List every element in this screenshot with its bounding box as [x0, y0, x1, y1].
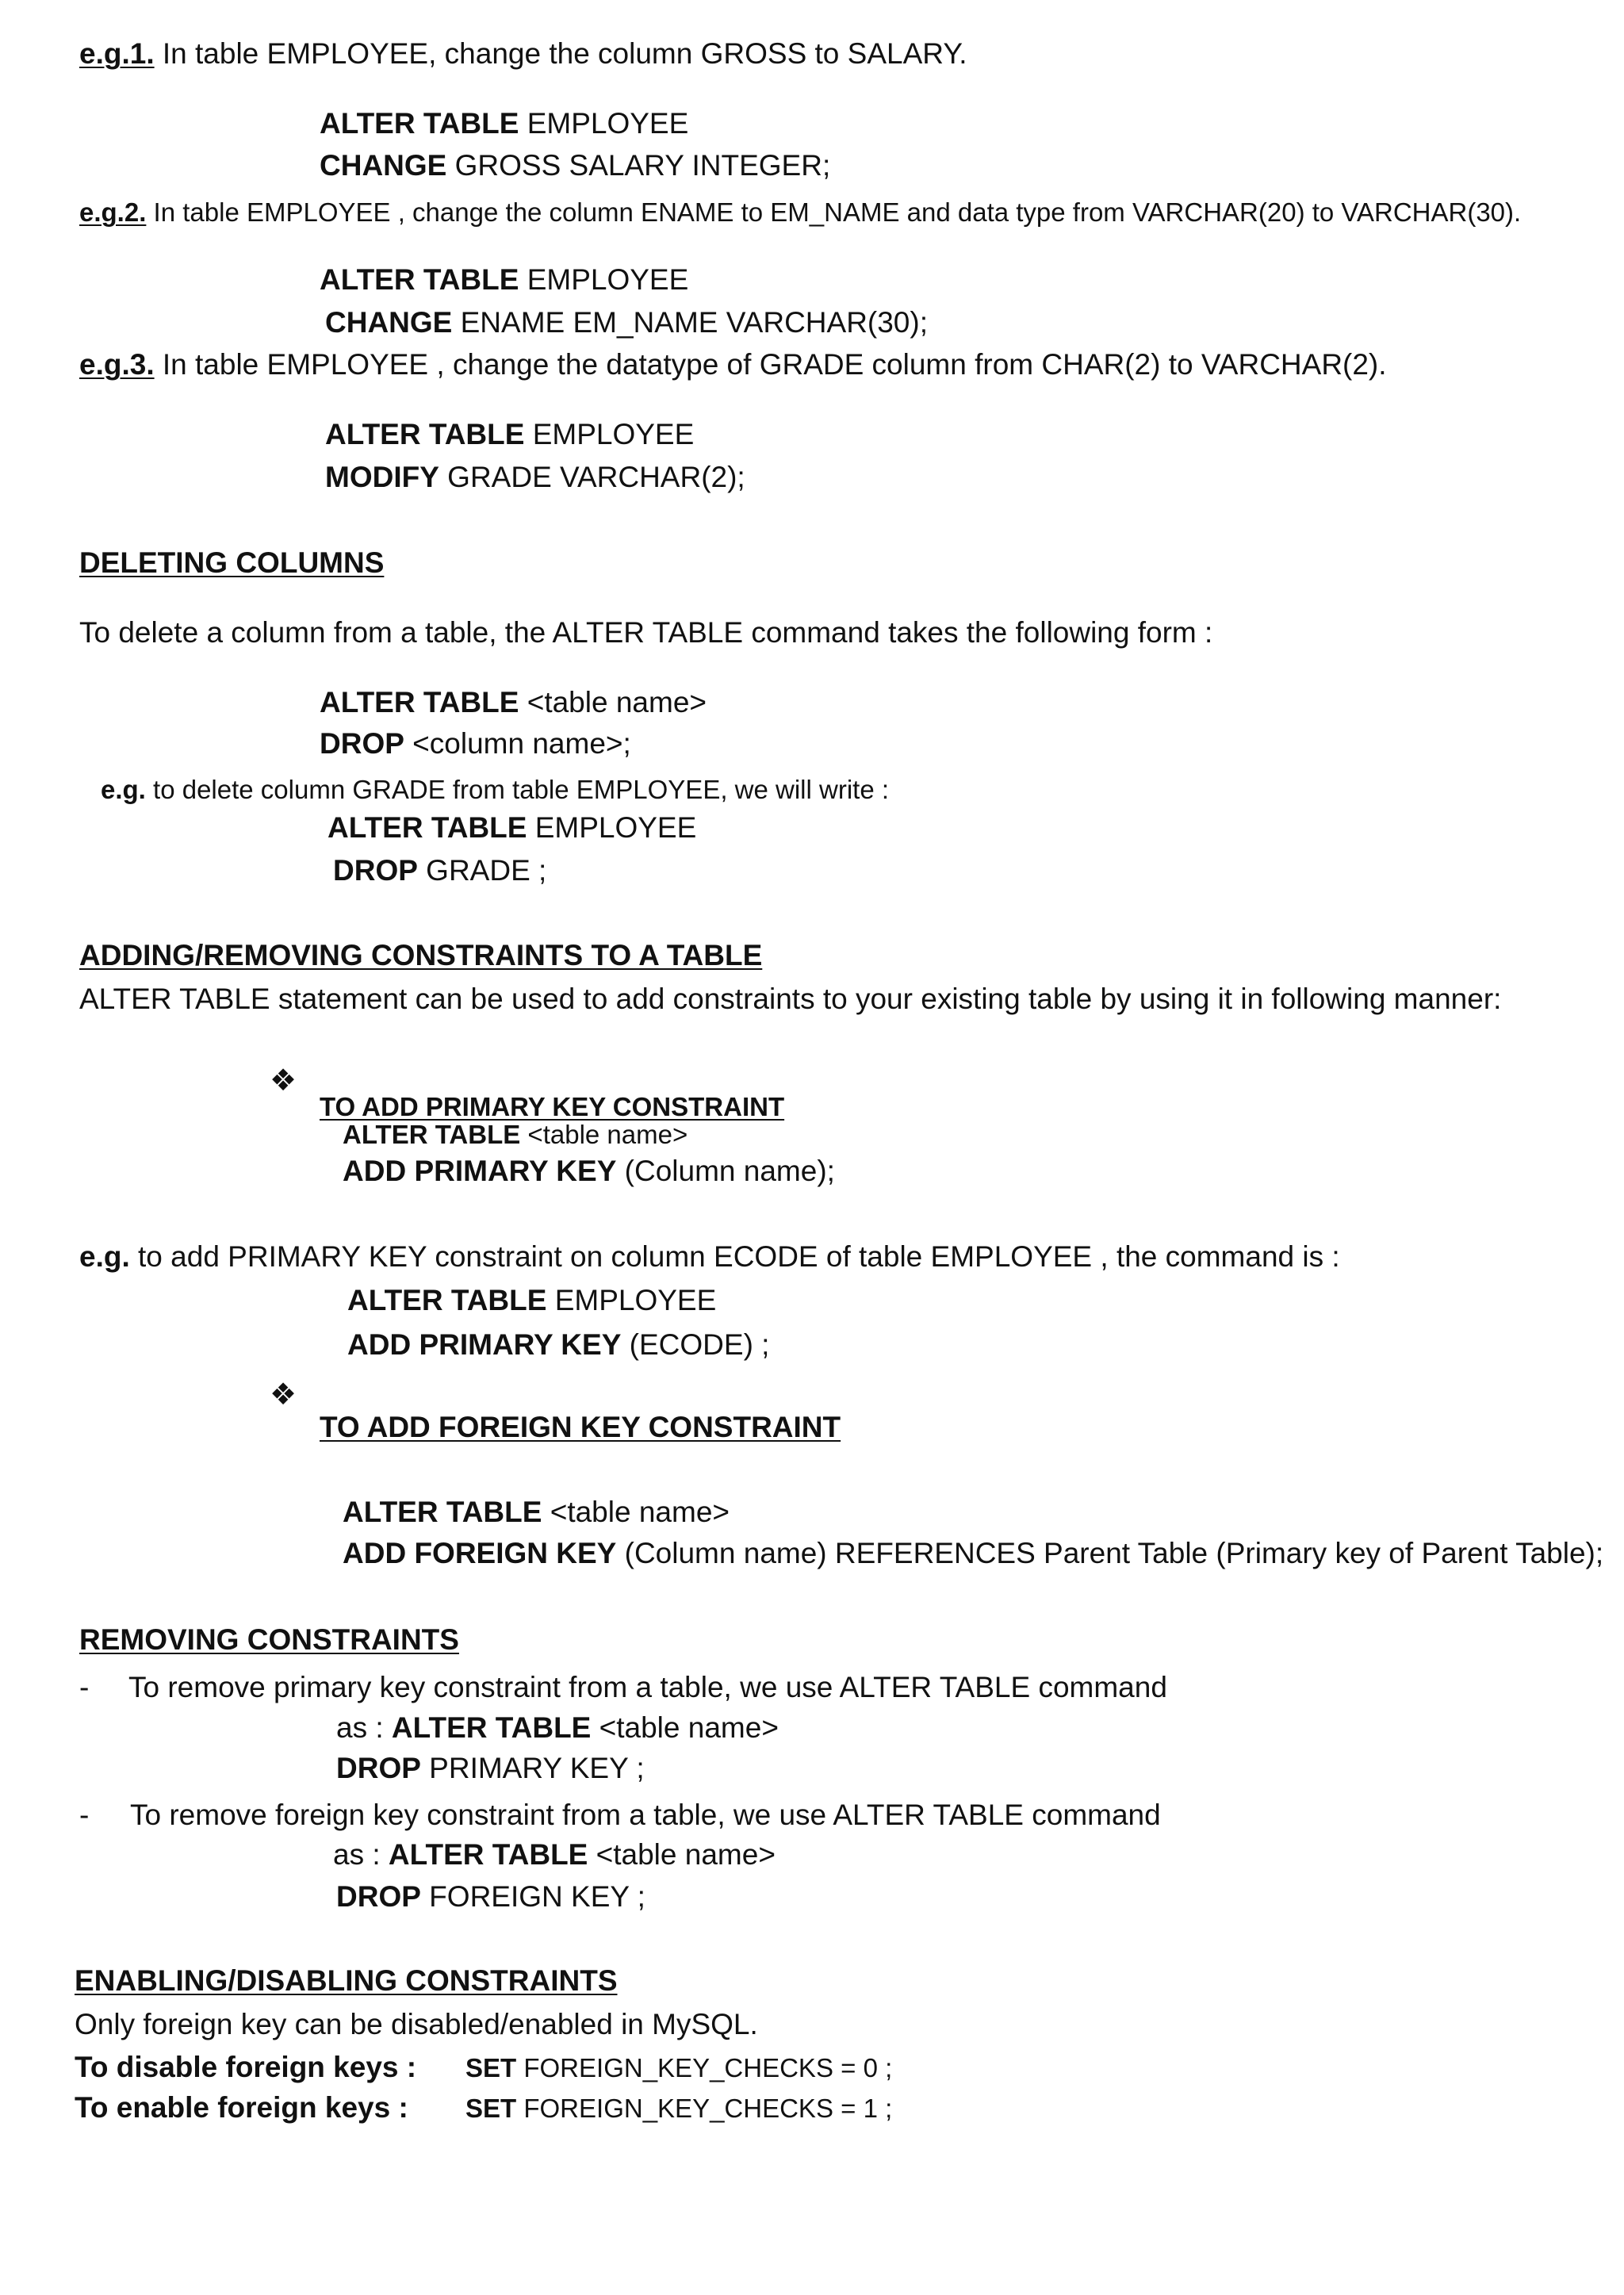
deleting-example-line1	[327, 812, 696, 845]
heading-text: ENABLING/DISABLING CONSTRAINTS	[75, 1964, 618, 1997]
label-text: To disable foreign keys :	[75, 2051, 417, 2083]
keyword: DROP	[320, 727, 404, 760]
keyword: ADD FOREIGN KEY	[343, 1537, 617, 1569]
remove-fk-dash: -	[79, 1799, 90, 1831]
keyword: DROP	[333, 854, 418, 887]
eg2-line	[79, 198, 1521, 227]
keyword: ALTER TABLE	[391, 1711, 592, 1744]
code-text: <table name>	[588, 1838, 776, 1871]
keyword: ALTER TABLE	[343, 1496, 542, 1528]
code-text: <table name>	[591, 1711, 779, 1744]
eg1-label: e.g.1.	[79, 37, 155, 70]
remove-fk-text: To remove foreign key constraint from a table, we use ALTER TABLE command	[130, 1799, 1161, 1831]
section-heading-constraints	[79, 940, 762, 972]
code-text: EMPLOYEE	[524, 418, 695, 450]
code-text: <table name>	[520, 1120, 688, 1149]
keyword: DROP	[336, 1752, 421, 1784]
code-text: <table name>	[519, 686, 707, 718]
pk-example-line1	[347, 1285, 716, 1317]
code-text: EMPLOYEE	[527, 811, 697, 844]
remove-fk-line2	[336, 1881, 645, 1914]
eg3-label: e.g.3.	[79, 348, 155, 381]
code-text: FOREIGN KEY ;	[420, 1880, 645, 1913]
code-text: GRADE VARCHAR(2);	[439, 461, 745, 493]
remove-pk-line2	[336, 1753, 645, 1785]
eg1-code-line1	[320, 108, 688, 140]
diamond-bullet-icon: ❖	[270, 1063, 297, 1098]
keyword: CHANGE	[325, 306, 453, 339]
code-text: EMPLOYEE	[546, 1284, 717, 1316]
keyword: ALTER TABLE	[320, 107, 519, 140]
code-text: <column name>;	[404, 727, 631, 760]
heading-text: TO ADD PRIMARY KEY CONSTRAINT	[320, 1092, 785, 1121]
heading-text: ADDING/REMOVING CONSTRAINTS TO A TABLE	[79, 939, 763, 971]
disable-command	[465, 2054, 892, 2082]
keyword: ALTER TABLE	[327, 811, 527, 844]
eg-text: to delete column GRADE from table EMPLOYEE, we will write :	[145, 775, 890, 804]
enable-command	[465, 2094, 892, 2123]
pk-example-line	[79, 1241, 1340, 1274]
code-text: (Column name);	[616, 1155, 835, 1187]
pk-constraint-heading	[320, 1093, 784, 1121]
keyword: SET	[465, 2094, 517, 2123]
as-text: as :	[336, 1711, 392, 1744]
code-text: FOREIGN_KEY_CHECKS = 0 ;	[516, 2053, 893, 2082]
heading-text: REMOVING CONSTRAINTS	[79, 1623, 459, 1656]
keyword: CHANGE	[320, 149, 447, 182]
constraints-intro: ALTER TABLE statement can be used to add constraints to your existing table by using it in following manner:	[79, 983, 1502, 1015]
code-text: GROSS SALARY INTEGER;	[446, 149, 831, 182]
keyword: ALTER TABLE	[343, 1120, 521, 1149]
code-text: ENAME EM_NAME VARCHAR(30);	[452, 306, 928, 339]
code-text: <table name>	[542, 1496, 730, 1528]
eg3-text: In table EMPLOYEE , change the datatype of GRADE column from CHAR(2) to VARCHAR(2).	[154, 348, 1387, 381]
eg-label: e.g.	[79, 1240, 130, 1273]
deleting-example-line2	[333, 855, 546, 887]
remove-pk-text: To remove primary key constraint from a table, we use ALTER TABLE command	[128, 1671, 1167, 1703]
eg2-text: In table EMPLOYEE , change the column ENAME to EM_NAME and data type from VARCHAR(20) to VARCHAR(30).	[146, 197, 1522, 227]
deleting-intro: To delete a column from a table, the ALTER TABLE command takes the following form :	[79, 616, 1213, 649]
keyword: ALTER TABLE	[388, 1838, 588, 1871]
keyword: ALTER TABLE	[325, 418, 525, 450]
keyword: ALTER TABLE	[347, 1284, 547, 1316]
eg-text: to add PRIMARY KEY constraint on column ECODE of table EMPLOYEE , the command is :	[129, 1240, 1340, 1273]
eg3-line	[79, 349, 1387, 381]
pk-example-line2	[347, 1329, 769, 1362]
pk-syntax-line2	[343, 1155, 835, 1188]
section-heading-deleting-columns	[79, 547, 384, 580]
diamond-bullet-icon: ❖	[270, 1377, 297, 1412]
code-text: EMPLOYEE	[519, 107, 689, 140]
disable-label	[75, 2052, 416, 2084]
deleting-syntax-line1	[320, 687, 707, 719]
remove-pk-dash: -	[79, 1671, 90, 1703]
eg1-line	[79, 38, 967, 71]
keyword: MODIFY	[325, 461, 439, 493]
code-text: GRADE ;	[417, 854, 547, 887]
code-text: (ECODE) ;	[621, 1328, 770, 1361]
eg1-code-line2	[320, 150, 830, 182]
eg2-code-line2	[325, 307, 928, 339]
eg1-text: In table EMPLOYEE, change the column GROSS to SALARY.	[154, 37, 967, 70]
fk-constraint-heading	[320, 1412, 841, 1444]
eg3-code-line1	[325, 419, 694, 451]
remove-pk-line1	[336, 1712, 779, 1745]
remove-fk-line1	[333, 1839, 776, 1872]
code-text: FOREIGN_KEY_CHECKS = 1 ;	[516, 2094, 893, 2123]
label-text: To enable foreign keys :	[75, 2091, 408, 2124]
deleting-example-line	[101, 776, 889, 804]
enabling-intro: Only foreign key can be disabled/enabled in MySQL.	[75, 2008, 758, 2040]
section-heading-enabling-disabling	[75, 1965, 618, 1998]
eg-label: e.g.	[101, 775, 146, 804]
heading-text: TO ADD FOREIGN KEY CONSTRAINT	[320, 1411, 841, 1443]
code-text: EMPLOYEE	[519, 263, 689, 296]
eg2-label: e.g.2.	[79, 197, 147, 227]
keyword: ADD PRIMARY KEY	[343, 1155, 617, 1187]
section-heading-removing-constraints	[79, 1624, 459, 1657]
keyword: DROP	[336, 1880, 421, 1913]
eg3-code-line2	[325, 462, 745, 494]
fk-syntax-line2	[343, 1538, 1603, 1570]
keyword: ALTER TABLE	[320, 686, 519, 718]
as-text: as :	[333, 1838, 389, 1871]
fk-syntax-line1	[343, 1496, 730, 1529]
eg2-code-line1	[320, 264, 688, 297]
heading-text: DELETING COLUMNS	[79, 546, 385, 579]
keyword: ALTER TABLE	[320, 263, 519, 296]
pk-syntax-line1	[343, 1121, 688, 1149]
deleting-syntax-line2	[320, 728, 631, 761]
code-text: PRIMARY KEY ;	[420, 1752, 645, 1784]
code-text: (Column name) REFERENCES Parent Table (Primary key of Parent Table);	[616, 1537, 1604, 1569]
keyword: SET	[465, 2053, 517, 2082]
enable-label	[75, 2092, 408, 2125]
keyword: ADD PRIMARY KEY	[347, 1328, 622, 1361]
